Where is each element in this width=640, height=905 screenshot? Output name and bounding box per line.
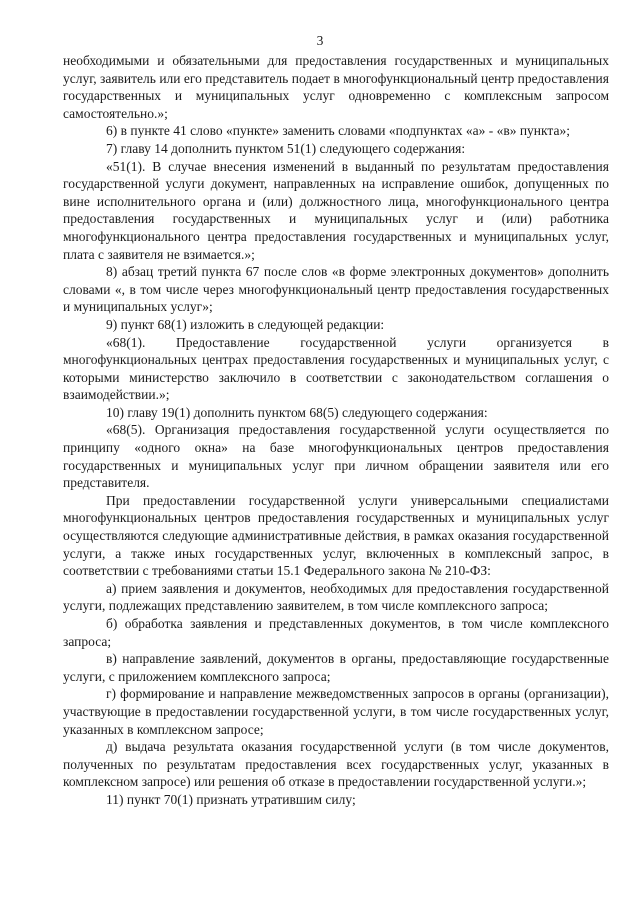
paragraph: 6) в пункте 41 слово «пункте» заменить словами «подпунктах «а» - «в» пункта»; [106, 123, 570, 139]
paragraph: «68(5). Организация предоставления государственной услуги осуществляется по принципу «одного окна» на базе многофункциональных центров предоставления государственных и муниципальных услуг при личном обращении заявителя или его представителя. [63, 422, 609, 491]
paragraph: д) выдача результата оказания государственной услуги (в том числе документов, полученных по результатам предоставления всех государственных услуг, указанных в комплексном запросе) или решения об отказе в предоставлении государственной услуги.»; [63, 739, 609, 790]
page-number: 3 [316, 33, 324, 48]
paragraph: б) обработка заявления и представленных документов, в том числе комплексного запроса; [63, 616, 609, 649]
paragraph: «68(1). Предоставление государственной услуги организуется в многофункциональных центрах предоставления государственных и муниципальных услуг, с которыми министерство заключило в соответствии с законодательством соглашения о взаимодействии.»; [63, 334, 609, 403]
document-body [63, 52, 609, 809]
paragraph: 10) главу 19(1) дополнить пунктом 68(5) следующего содержания: [106, 404, 488, 420]
paragraph: «51(1). В случае внесения изменений в выданный по результатам предоставления государственной услуги документ, направленных на исправление ошибок, допущенных по вине исполнительного органа и (или) должностного лица, многофункционального центра предоставления государственных и муниципальных услуг и (или) работника многофункционального центра предоставления государственных и муниципальных услуг, плата с заявителя не взимается.»; [63, 158, 609, 262]
paragraph: При предоставлении государственной услуги универсальными специалистами многофункциональных центров предоставления государственных и муниципальных услуг осуществляются следующие административные действия, в рамках оказания государственной услуги, а также иных государственных услуг, включенных в комплексный запрос, в соответствии с требованиями статьи 15.1 Федерального закона № 210-ФЗ: [63, 492, 609, 579]
paragraph: г) формирование и направление межведомственных запросов в органы (организации), участвующие в предоставлении государственной услуги, в том числе государственных услуг, указанных в комплексном запросе; [63, 686, 609, 737]
paragraph: 8) абзац третий пункта 67 после слов «в форме электронных документов» дополнить словами «, в том числе через многофункциональный центр предоставления государственных и муниципальных услуг»; [63, 264, 609, 315]
paragraph: 7) главу 14 дополнить пунктом 51(1) следующего содержания: [106, 140, 466, 156]
paragraph: 9) пункт 68(1) изложить в следующей редакции: [106, 316, 385, 332]
paragraph: 11) пункт 70(1) признать утратившим силу; [106, 791, 356, 807]
paragraph: в) направление заявлений, документов в органы, предоставляющие государственные услуги, с приложением комплексного запроса; [63, 651, 609, 684]
paragraph: а) прием заявления и документов, необходимых для предоставления государственной услуги, подлежащих представлению заявителем, в том числе комплексного запроса; [63, 580, 609, 614]
paragraph: необходимыми и обязательными для предоставления государственных и муниципальных услуг, заявитель или его представитель подает в многофункциональный центр предоставления государственных и муниципальных услуг одновременно с комплексным запросом самостоятельно.»; [63, 53, 609, 121]
